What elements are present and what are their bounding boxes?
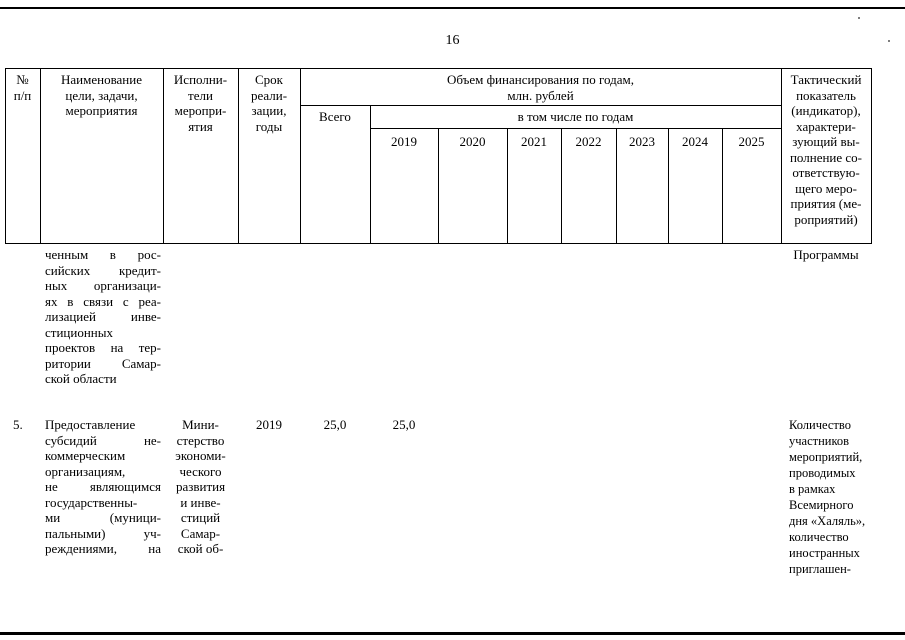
row-indicator: Количество участников мероприятий, проводимых в рамках Всемирного дня «Халяль», количество иностранных приглашен- bbox=[789, 418, 866, 576]
row-executors: Мини- стерство экономи- ческого развития и инве- стиций Самар- ской об- bbox=[175, 417, 226, 556]
bottom-border-line bbox=[0, 632, 905, 635]
header-year: 2020 bbox=[459, 134, 486, 149]
header-year: 2019 bbox=[391, 134, 417, 149]
row-name: Предоставление субсидий не- коммерческим организациям, не являющимся государственны- ми (муници- пальными) уч- реждениями, на bbox=[45, 417, 161, 556]
row-total: 25,0 bbox=[323, 417, 347, 432]
row-number: 5. bbox=[13, 417, 23, 432]
header-col-number: № п/п bbox=[13, 72, 32, 103]
page-number: 16 bbox=[445, 33, 460, 48]
header-year: 2022 bbox=[575, 134, 602, 149]
header-col-including: в том числе по годам bbox=[517, 109, 634, 124]
header-col-executors: Исполни- тели меропри- ятия bbox=[173, 72, 228, 134]
header-year: 2024 bbox=[682, 134, 708, 149]
header-col-term: Срок реали- зации, годы bbox=[250, 72, 288, 134]
scan-speck bbox=[858, 17, 860, 19]
header-col-total: Всего bbox=[319, 109, 351, 124]
row-term: 2019 bbox=[256, 417, 282, 432]
header-col-indicator: Тактический показатель (индикатор), характери- зующий вы- полнение со- ответствую- щего меро- приятия (ме- роприятий) bbox=[789, 72, 863, 227]
top-border-line bbox=[0, 7, 905, 9]
continued-row-indicator: Программы bbox=[793, 247, 859, 262]
header-year: 2023 bbox=[629, 134, 655, 149]
header-col-funding: Объем финансирования по годам, млн. рублей bbox=[446, 72, 635, 103]
header-year: 2025 bbox=[738, 134, 765, 149]
continued-row-name: ченным в рос- сийских кредит- ных организаци- ях в связи с реа- лизацией инве- стиционных проектов на тер- ритории Самар- ской области bbox=[45, 247, 161, 386]
header-col-name: Наименование цели, задачи, мероприятия bbox=[61, 72, 142, 118]
header-year: 2021 bbox=[521, 134, 547, 149]
row-year-2019: 25,0 bbox=[392, 417, 416, 432]
